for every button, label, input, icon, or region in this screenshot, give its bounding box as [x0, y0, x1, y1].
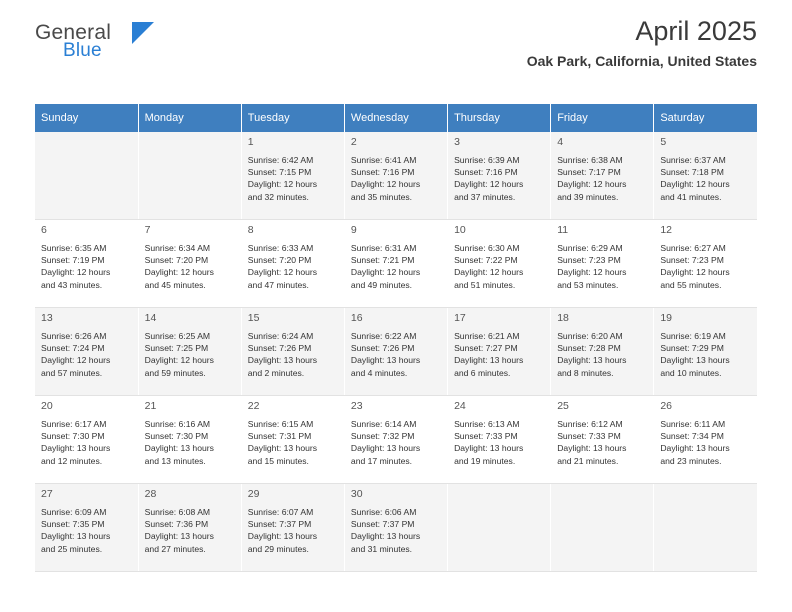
calendar-empty-cell	[448, 484, 551, 572]
day-info-line: Sunrise: 6:25 AM	[144, 330, 211, 341]
general-blue-logo[interactable]	[35, 21, 112, 61]
day-info-line: and 43 minutes.	[41, 279, 103, 290]
day-number: 28	[144, 488, 157, 500]
calendar-day-cell[interactable]	[448, 132, 551, 220]
calendar-week-row	[35, 220, 757, 308]
day-number: 13	[41, 312, 53, 324]
calendar-day-cell[interactable]	[551, 220, 654, 308]
day-info-line: Daylight: 12 hours	[144, 355, 214, 366]
day-info-line: Sunrise: 6:29 AM	[557, 242, 623, 253]
day-info-line: Daylight: 13 hours	[41, 531, 111, 542]
day-info-line: Daylight: 13 hours	[247, 531, 318, 542]
day-number: 7	[144, 224, 151, 236]
day-info-line: Sunset: 7:26 PM	[350, 343, 415, 354]
day-info-line: Daylight: 13 hours	[557, 355, 627, 366]
calendar-day-cell[interactable]	[344, 308, 447, 396]
day-info-line: and 27 minutes.	[144, 543, 206, 554]
day-info-line: and 2 minutes.	[247, 367, 305, 378]
day-info-line: Sunset: 7:26 PM	[247, 343, 312, 354]
calendar-day-cell[interactable]	[35, 396, 138, 484]
calendar-day-cell[interactable]	[35, 220, 138, 308]
day-info-line: and 47 minutes.	[247, 279, 309, 290]
day-info-line: Sunrise: 6:35 AM	[41, 242, 107, 253]
day-info-line: and 59 minutes.	[144, 367, 206, 378]
calendar-empty-cell	[551, 484, 654, 572]
day-info-line: Daylight: 13 hours	[41, 443, 111, 454]
day-number: 14	[144, 312, 157, 324]
day-info-line: Daylight: 12 hours	[41, 355, 111, 366]
page-header	[35, 0, 757, 70]
calendar-day-cell[interactable]	[241, 484, 344, 572]
calendar-day-cell[interactable]	[138, 484, 241, 572]
day-info-line: Daylight: 13 hours	[350, 355, 421, 366]
day-info-line: and 32 minutes.	[247, 191, 309, 202]
day-info-line: Daylight: 12 hours	[247, 179, 318, 190]
day-info-line: and 37 minutes.	[454, 191, 516, 202]
day-info-line: Sunset: 7:34 PM	[660, 431, 724, 442]
calendar-day-cell[interactable]	[35, 484, 138, 572]
day-info-line: Sunrise: 6:13 AM	[454, 418, 520, 429]
day-info-line: Sunrise: 6:15 AM	[247, 418, 314, 429]
day-info-line: Sunset: 7:20 PM	[247, 255, 312, 266]
logo-text-general: General	[35, 21, 112, 44]
calendar-day-cell[interactable]	[241, 132, 344, 220]
day-info-line: Daylight: 13 hours	[350, 443, 421, 454]
day-info-line: Sunrise: 6:34 AM	[144, 242, 211, 253]
day-info-line: Daylight: 13 hours	[247, 443, 318, 454]
day-info-line: Daylight: 12 hours	[557, 267, 627, 278]
day-number: 18	[557, 312, 569, 324]
calendar-week-row	[35, 484, 757, 572]
day-number: 26	[660, 400, 673, 412]
day-info-line: and 57 minutes.	[41, 367, 103, 378]
day-info-line: Sunrise: 6:20 AM	[557, 330, 623, 341]
day-info-line: Sunrise: 6:16 AM	[144, 418, 211, 429]
day-info-line: and 17 minutes.	[350, 455, 413, 466]
day-info-line: Sunset: 7:33 PM	[557, 431, 621, 442]
weekday-header-sunday: Sunday	[35, 104, 138, 132]
weekday-header-monday: Monday	[138, 104, 241, 132]
day-info-line: Sunset: 7:23 PM	[660, 255, 724, 266]
day-info-line: Sunset: 7:21 PM	[350, 255, 415, 266]
day-number: 22	[247, 400, 260, 412]
weekday-header-wednesday: Wednesday	[344, 104, 447, 132]
day-info-line: Sunrise: 6:42 AM	[247, 154, 314, 165]
calendar-day-cell[interactable]	[241, 308, 344, 396]
day-info-line: Daylight: 12 hours	[350, 179, 421, 190]
day-number: 10	[454, 224, 466, 236]
day-number: 12	[660, 224, 673, 236]
day-info-line: Sunrise: 6:08 AM	[144, 506, 211, 517]
day-number: 3	[454, 136, 460, 148]
day-info-line: Sunset: 7:36 PM	[144, 519, 209, 530]
day-info-line: Sunset: 7:33 PM	[454, 431, 518, 442]
day-info-line: Sunset: 7:29 PM	[660, 343, 724, 354]
day-info-line: Sunrise: 6:26 AM	[41, 330, 107, 341]
day-number: 17	[454, 312, 466, 324]
day-info-line: Daylight: 12 hours	[350, 267, 421, 278]
day-info-line: Sunrise: 6:17 AM	[41, 418, 107, 429]
day-info-line: and 39 minutes.	[557, 191, 619, 202]
day-info-line: Sunset: 7:31 PM	[247, 431, 312, 442]
day-info-line: and 10 minutes.	[660, 367, 722, 378]
day-info-line: Sunset: 7:22 PM	[454, 255, 518, 266]
day-info-line: and 55 minutes.	[660, 279, 722, 290]
day-info-line: Sunrise: 6:27 AM	[660, 242, 726, 253]
calendar-day-cell[interactable]	[344, 396, 447, 484]
day-info-line: Daylight: 13 hours	[557, 443, 627, 454]
day-number: 24	[454, 400, 466, 412]
location-subtitle: Oak Park, California, United States	[526, 53, 757, 69]
day-info-line: Sunrise: 6:37 AM	[660, 154, 726, 165]
day-info-line: Daylight: 13 hours	[247, 355, 318, 366]
day-info-line: and 53 minutes.	[557, 279, 619, 290]
day-info-line: Sunset: 7:30 PM	[144, 431, 209, 442]
day-info-line: Daylight: 13 hours	[660, 443, 730, 454]
day-number: 16	[350, 312, 363, 324]
day-info-line: Sunset: 7:20 PM	[144, 255, 209, 266]
day-number: 5	[660, 136, 667, 148]
calendar-day-cell[interactable]	[138, 220, 241, 308]
day-info-line: Sunrise: 6:14 AM	[350, 418, 417, 429]
day-info-line: and 41 minutes.	[660, 191, 722, 202]
day-number: 30	[350, 488, 363, 500]
calendar-day-cell[interactable]	[654, 220, 757, 308]
day-info-line: and 12 minutes.	[41, 455, 103, 466]
day-info-line: Daylight: 13 hours	[454, 443, 524, 454]
calendar-day-cell[interactable]	[344, 220, 447, 308]
calendar-day-cell[interactable]	[138, 308, 241, 396]
calendar-day-cell[interactable]	[551, 396, 654, 484]
day-info-line: Sunset: 7:32 PM	[350, 431, 415, 442]
day-info-line: Daylight: 13 hours	[350, 531, 421, 542]
day-info-line: Sunrise: 6:31 AM	[350, 242, 417, 253]
day-info-line: and 45 minutes.	[144, 279, 206, 290]
day-info-line: and 15 minutes.	[247, 455, 309, 466]
day-info-line: Daylight: 13 hours	[454, 355, 524, 366]
day-info-line: Daylight: 12 hours	[660, 179, 730, 190]
day-info-line: and 49 minutes.	[350, 279, 413, 290]
calendar-week-row	[35, 132, 757, 220]
calendar-day-cell[interactable]	[448, 308, 551, 396]
day-info-line: Sunset: 7:27 PM	[454, 343, 518, 354]
day-number: 1	[247, 136, 254, 148]
calendar-day-cell[interactable]	[241, 220, 344, 308]
day-info-line: Sunrise: 6:30 AM	[454, 242, 520, 253]
day-info-line: Sunset: 7:17 PM	[557, 167, 621, 178]
calendar-day-cell[interactable]	[35, 308, 138, 396]
day-info-line: Sunset: 7:15 PM	[247, 167, 312, 178]
day-info-line: Daylight: 12 hours	[454, 267, 524, 278]
calendar-day-cell[interactable]	[448, 220, 551, 308]
day-info-line: Sunrise: 6:21 AM	[454, 330, 520, 341]
day-info-line: Daylight: 13 hours	[660, 355, 730, 366]
day-info-line: Sunrise: 6:07 AM	[247, 506, 314, 517]
day-number: 6	[41, 224, 47, 236]
day-info-line: Sunrise: 6:09 AM	[41, 506, 107, 517]
calendar-day-cell[interactable]	[344, 132, 447, 220]
day-number: 19	[660, 312, 673, 324]
day-info-line: Sunrise: 6:22 AM	[350, 330, 417, 341]
day-info-line: Sunrise: 6:19 AM	[660, 330, 726, 341]
day-info-line: Sunset: 7:16 PM	[350, 167, 415, 178]
day-number: 21	[144, 400, 157, 412]
day-number: 2	[350, 136, 357, 148]
day-info-line: Daylight: 12 hours	[247, 267, 318, 278]
day-info-line: Sunset: 7:30 PM	[41, 431, 105, 442]
day-number: 11	[557, 224, 569, 236]
day-info-line: and 25 minutes.	[41, 543, 103, 554]
calendar-empty-cell	[35, 132, 138, 220]
blue-flag-icon	[132, 22, 154, 44]
day-info-line: Sunset: 7:16 PM	[454, 167, 518, 178]
day-number: 4	[557, 136, 564, 148]
day-info-line: Daylight: 12 hours	[557, 179, 627, 190]
day-info-line: Sunrise: 6:12 AM	[557, 418, 623, 429]
calendar-week-row	[35, 308, 757, 396]
day-info-line: Sunrise: 6:24 AM	[247, 330, 314, 341]
calendar-day-cell[interactable]	[448, 396, 551, 484]
day-info-line: Sunset: 7:35 PM	[41, 519, 105, 530]
day-info-line: Sunrise: 6:38 AM	[557, 154, 623, 165]
day-number: 9	[350, 224, 357, 236]
day-info-line: Daylight: 12 hours	[660, 267, 730, 278]
day-number: 20	[41, 400, 53, 412]
calendar-day-cell[interactable]	[551, 308, 654, 396]
day-info-line: and 29 minutes.	[247, 543, 309, 554]
day-info-line: Daylight: 12 hours	[144, 267, 214, 278]
weekday-header-thursday: Thursday	[448, 104, 551, 132]
calendar-day-cell[interactable]	[344, 484, 447, 572]
day-info-line: Sunset: 7:28 PM	[557, 343, 621, 354]
day-info-line: Sunrise: 6:11 AM	[660, 418, 726, 429]
day-number: 8	[247, 224, 254, 236]
calendar-week-row	[35, 396, 757, 484]
day-info-line: Daylight: 13 hours	[144, 443, 214, 454]
weekday-header-row	[35, 104, 757, 132]
day-info-line: Sunset: 7:37 PM	[247, 519, 312, 530]
day-number: 15	[247, 312, 260, 324]
day-info-line: Sunset: 7:25 PM	[144, 343, 209, 354]
day-info-line: Sunset: 7:23 PM	[557, 255, 621, 266]
day-info-line: and 6 minutes.	[454, 367, 511, 378]
day-info-line: Daylight: 12 hours	[454, 179, 524, 190]
calendar-day-cell[interactable]	[654, 132, 757, 220]
day-info-line: and 35 minutes.	[350, 191, 413, 202]
day-number: 23	[350, 400, 363, 412]
calendar-day-cell[interactable]	[551, 132, 654, 220]
calendar-body	[35, 132, 757, 572]
day-info-line: and 51 minutes.	[454, 279, 516, 290]
calendar-day-cell[interactable]	[138, 396, 241, 484]
day-info-line: Daylight: 12 hours	[41, 267, 111, 278]
day-info-line: and 23 minutes.	[660, 455, 722, 466]
day-info-line: and 13 minutes.	[144, 455, 206, 466]
day-info-line: Sunset: 7:37 PM	[350, 519, 415, 530]
day-info-line: and 19 minutes.	[454, 455, 516, 466]
day-number: 25	[557, 400, 569, 412]
sunrise-sunset-calendar	[35, 104, 757, 572]
day-info-line: Sunrise: 6:41 AM	[350, 154, 417, 165]
day-number: 29	[247, 488, 260, 500]
logo-text-blue: Blue	[63, 40, 102, 61]
day-info-line: Sunrise: 6:06 AM	[350, 506, 417, 517]
day-info-line: and 21 minutes.	[557, 455, 619, 466]
day-info-line: Sunset: 7:24 PM	[41, 343, 105, 354]
day-number: 27	[41, 488, 53, 500]
calendar-empty-cell	[138, 132, 241, 220]
calendar-day-cell[interactable]	[654, 308, 757, 396]
day-info-line: and 31 minutes.	[350, 543, 413, 554]
day-info-line: and 4 minutes.	[350, 367, 408, 378]
day-info-line: Sunrise: 6:33 AM	[247, 242, 314, 253]
weekday-header-saturday: Saturday	[654, 104, 757, 132]
weekday-header-tuesday: Tuesday	[241, 104, 344, 132]
day-info-line: Daylight: 13 hours	[144, 531, 214, 542]
day-info-line: Sunset: 7:18 PM	[660, 167, 724, 178]
day-info-line: and 8 minutes.	[557, 367, 614, 378]
day-info-line: Sunset: 7:19 PM	[41, 255, 105, 266]
calendar-empty-cell	[654, 484, 757, 572]
page-title: April 2025	[635, 16, 757, 46]
weekday-header-friday: Friday	[551, 104, 654, 132]
calendar-day-cell[interactable]	[241, 396, 344, 484]
day-info-line: Sunrise: 6:39 AM	[454, 154, 520, 165]
calendar-day-cell[interactable]	[654, 396, 757, 484]
